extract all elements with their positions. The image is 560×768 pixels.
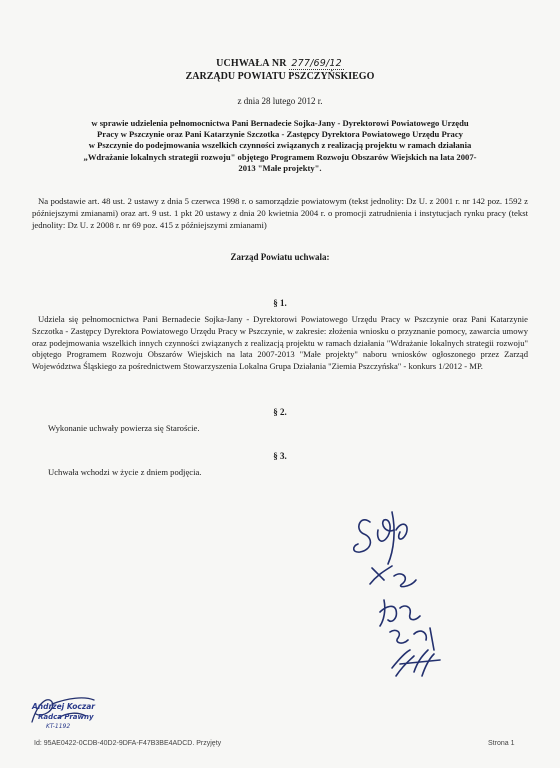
section-text: Udziela się pełnomocnictwa Pani Bernadecie Sojka-Jany - Dyrektorowi Powiatowego Urzędu Pracy w Pszczynie oraz Pani Katarzynie Szczotka - Zastępcy Dyrektora Powiatowego Urzędu Pracy w Pszczynie, w zakresie: złożenia wniosku o przyznanie pomocy, zawarcia umowy oraz podejmowania wszelkich innych czynności związanych z realizacją projektu w ramach działania "Wdrażanie lokalnych strategii rozwoju" objętego Programem Rozwoju Obszarów Wiejskich na lata 2007-2013 "Małe projekty" naboru wniosków ogłoszonego przez Zarząd Województwa Śląskiego za pośrednictwem Stowarzyszenia Lokalna Grupa Działania "Ziemia Pszczyńska" - konkurs 1/2012 - MP.: [32, 314, 528, 372]
document-id: Id: 95AE0422-0CDB-40D2-9DFA-F47B3BE4ADCD. Przyjęty: [34, 740, 222, 747]
resolution-date: z dnia 28 lutego 2012 r.: [237, 96, 323, 106]
stamp-name: Andrzej Koczar: [32, 702, 95, 711]
section-heading: § 1.: [273, 298, 287, 308]
resolution-number: 277/69/12: [291, 58, 342, 69]
handwritten-signatures: [330, 500, 480, 710]
legal-basis-paragraph: Na podstawie art. 48 ust. 2 ustawy z dnia 5 czerwca 1998 r. o samorządzie powiatowym (tekst jednolity: Dz U. z 2001 r. nr 142 poz. 1592 z późniejszymi zmianami) oraz art. 9 ust. 1 pkt 20 ustawy z dnia 20 kwietnia 2004 r. o promocji zatrudnienia i instytucjach rynku pracy (tekst jednolity: Dz U. z 2008 r. nr 69 poz. 415 z późniejszymi zmianami): [32, 196, 528, 230]
resolution-title: [30, 58, 530, 69]
board-resolves-heading: Zarząd Powiatu uchwala:: [230, 252, 330, 262]
section-heading: § 2.: [273, 407, 287, 417]
subject-line: „Wdrażanie lokalnych strategii rozwoju" objętego Programem Rozwoju Obszarów Wiejskich na lata 2007-: [83, 151, 477, 162]
subject-line: w Pszczynie do podejmowania wszelkich czynności związanych z realizacją projektu w ramach działania: [88, 140, 472, 151]
subject-line: w sprawie udzielenia pełnomocnictwa Pani Bernadecie Sojka-Jany - Dyrektorowi Powiatowego Urzędu: [91, 118, 469, 128]
section-heading: § 3.: [273, 451, 287, 461]
issuer-title: ZARZĄDU POWIATU PSZCZYŃSKIEGO: [185, 71, 375, 82]
resolution-subject: [32, 118, 528, 174]
subject-line: 2013 "Małe projekty".: [238, 162, 322, 173]
page-number: Strona 1: [488, 740, 515, 747]
section-text: Uchwała wchodzi w życie z dniem podjęcia.: [48, 467, 202, 477]
stamp-title: Radca Prawny: [38, 713, 94, 721]
section-text: Wykonanie uchwały powierza się Staroście.: [48, 423, 200, 433]
stamp-code: KT-1192: [46, 723, 71, 730]
resolution-label: UCHWAŁA NR: [216, 58, 287, 69]
subject-line: Pracy w Pszczynie oraz Pani Katarzynie Szczotka - Zastępcy Dyrektora Powiatowego Urzędu Pracy: [97, 129, 463, 140]
